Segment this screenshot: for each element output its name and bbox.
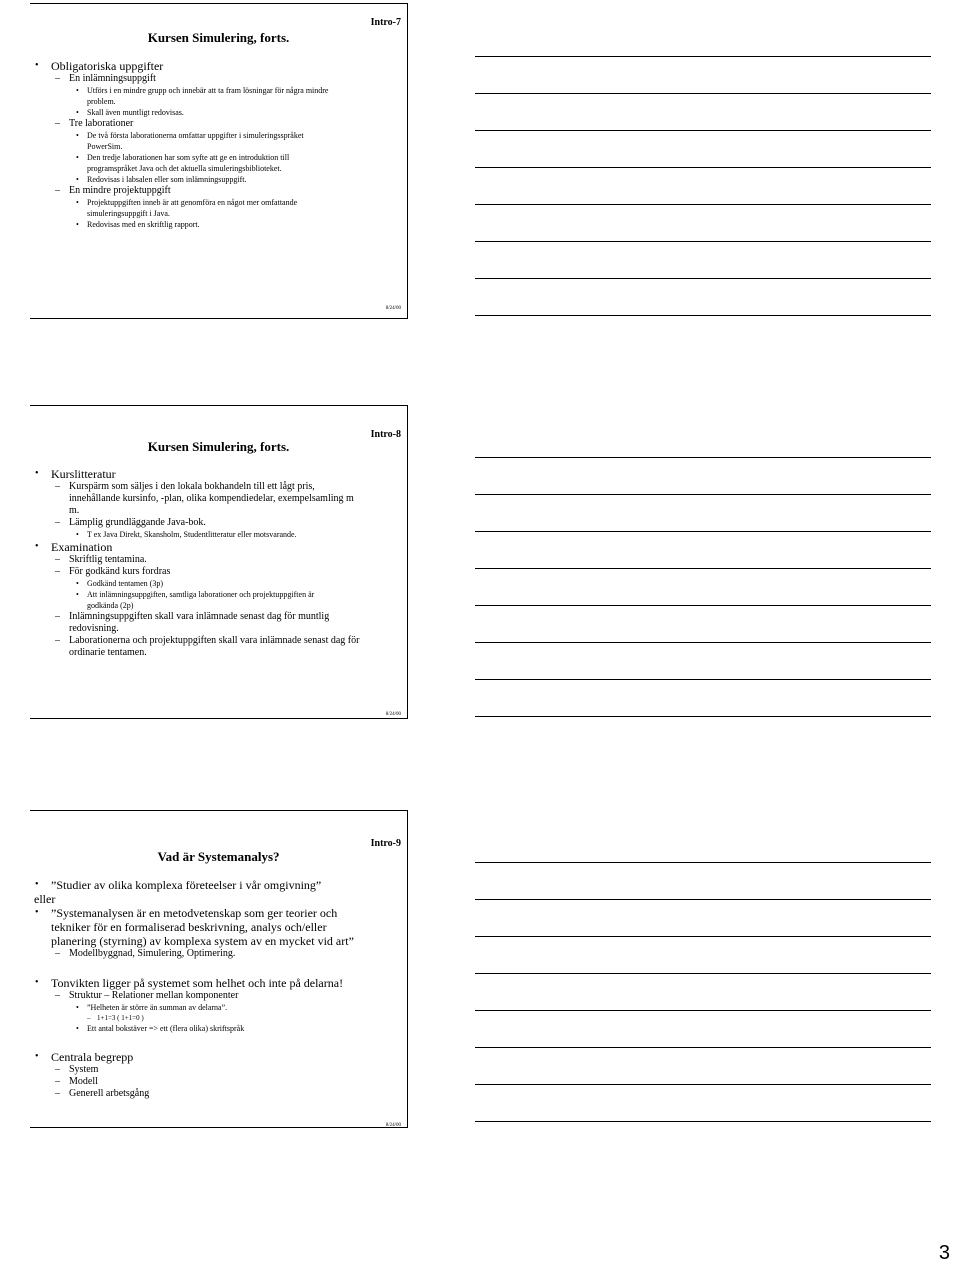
bullet-line: – Modellbyggnad, Simulering, Optimering. (30, 948, 403, 960)
continuation-line: ordinarie tentamen. (69, 647, 147, 658)
continuation-line: tekniker för en formaliserad beskrivning, analys och/eller (51, 920, 327, 934)
bullet-line: • Obligatoriska uppgifter (30, 59, 403, 73)
bullet-line: • Tonvikten ligger på systemet som helhet och inte på delarna! (30, 976, 403, 990)
continuation-line: redovisning. (69, 623, 119, 634)
bullet-line: – Skriftlig tentamina. (30, 554, 403, 566)
bullet-line: – Modell (30, 1076, 403, 1088)
slide-content (30, 878, 403, 1100)
bullet-line: • T ex Java Direkt, Skansholm, Studentlitteratur eller motsvarande. (30, 529, 403, 540)
bullet-line: • Utförs i en mindre grupp och innebär att ta fram lösningar för några mindre (30, 85, 403, 96)
slide-date: 8/24/00 (385, 1123, 401, 1128)
bullet-line: • Godkänd tentamen (3p) (30, 578, 403, 589)
slide-date: 8/24/00 (385, 712, 401, 717)
bullet-line: • ”Studier av olika komplexa företeelser i vår omgivning” (30, 878, 403, 892)
bullet-line: • Skall även muntligt redovisas. (30, 107, 403, 118)
bullet-line: – 1+1=3 ( 1+1=0 ) (30, 1013, 403, 1023)
slide-content (30, 59, 403, 230)
bullet-line: • Redovisas i labsalen eller som inlämningsuppgift. (30, 174, 403, 185)
continuation-line: m. (69, 505, 80, 516)
bullet-line: • Projektuppgiften inneb är att genomföra en något mer omfattande (30, 197, 403, 208)
bullet-line: • Att inlämningsuppgiften, samtliga laborationer och projektuppgiften är (30, 589, 403, 600)
bullet-line: • De två första laborationerna omfattar uppgifter i simuleringsspråket (30, 130, 403, 141)
bullet-line: • Centrala begrepp (30, 1050, 403, 1064)
bullet-line: – En mindre projektuppgift (30, 185, 403, 197)
continuation-line: programspråket Java och det aktuella simuleringsbiblioteket. (87, 164, 282, 173)
slide-title: Vad är Systemanalys? (157, 849, 280, 864)
continuation-line: simuleringsuppgift i Java. (87, 209, 170, 218)
slide-title: Kursen Simulering, forts. (147, 30, 290, 45)
continuation-line: planering (styrning) av komplexa system av en mycket vid art” (51, 934, 354, 948)
bullet-line: – Lämplig grundläggande Java-bok. (30, 517, 403, 529)
bullet-line: • ”Systemanalysen är en metodvetenskap som ger teorier och (30, 906, 403, 920)
bullet-line: – Generell arbetsgång (30, 1088, 403, 1100)
bullet-line: • Ett antal bokstäver => ett (flera olika) skriftspråk (30, 1023, 403, 1034)
slide-intro-8 (30, 405, 408, 719)
continuation-line: problem. (87, 97, 116, 106)
bullet-line: – Tre laborationer (30, 118, 403, 130)
bullet-line: – En inlämningsuppgift (30, 73, 403, 85)
bullet-line: – Kurspärm som säljes i den lokala bokhandeln till ett lågt pris, (30, 481, 403, 493)
continuation-line: godkända (2p) (87, 601, 134, 610)
continuation-line: innehållande kursinfo, -plan, olika kompendiedelar, exempelsamling m (69, 493, 354, 504)
slide-date: 8/24/00 (385, 306, 401, 311)
bullet-line: – Struktur – Relationer mellan komponenter (30, 990, 403, 1002)
slide-title: Kursen Simulering, forts. (147, 439, 290, 454)
bullet-line: • ”Helheten är större än summan av delarna”. (30, 1002, 403, 1013)
bullet-line: • Den tredje laborationen har som syfte att ge en introduktion till (30, 152, 403, 163)
slide-intro-7 (30, 3, 408, 319)
bullet-line: – För godkänd kurs fordras (30, 566, 403, 578)
bullet-line: • Kurslitteratur (30, 467, 403, 481)
bullet-line: – System (30, 1064, 403, 1076)
bullet-line: • Redovisas med en skriftlig rapport. (30, 219, 403, 230)
slide-number: Intro-9 (370, 838, 401, 849)
continuation-line: PowerSim. (87, 142, 123, 151)
slide-intro-9 (30, 810, 408, 1128)
slide-number: Intro-7 (370, 17, 401, 28)
slide-number: Intro-8 (370, 429, 401, 440)
bullet-line: – Inlämningsuppgiften skall vara inlämnade senast dag för muntlig (30, 611, 403, 623)
page-number: 3 (938, 1242, 950, 1264)
bullet-line: – Laborationerna och projektuppgiften skall vara inlämnade senast dag för (30, 635, 403, 647)
slide-content (30, 467, 403, 659)
bullet-line: • Examination (30, 540, 403, 554)
continuation-line: eller (34, 892, 56, 906)
